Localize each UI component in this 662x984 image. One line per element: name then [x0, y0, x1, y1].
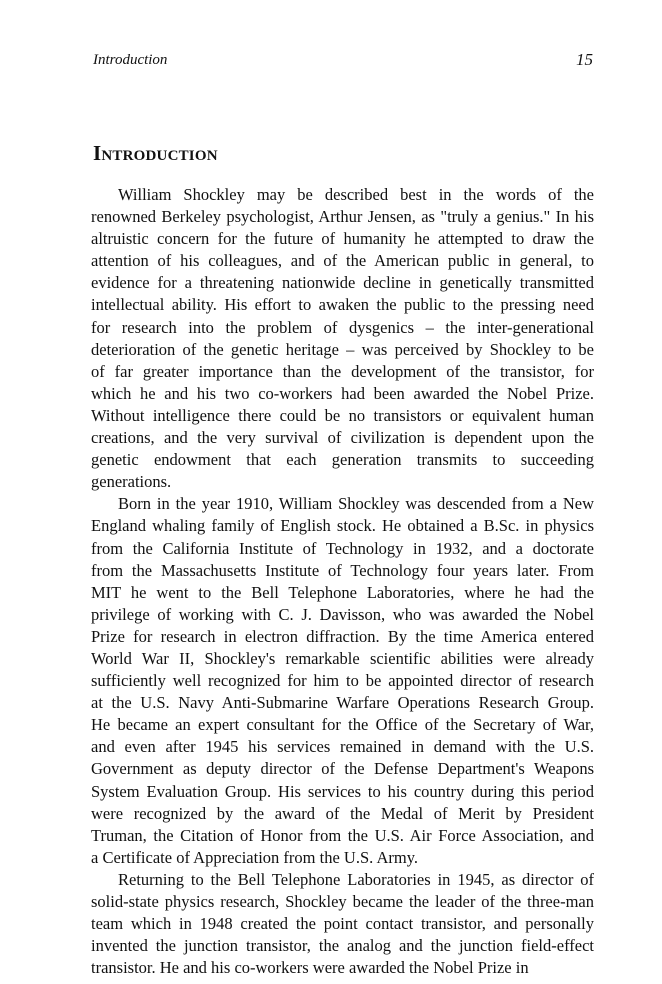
body-text: [91, 184, 594, 979]
text-line: MIT he went to the Bell Telephone Laboratories, where he had the: [91, 582, 594, 602]
text-line: England whaling family of English stock. He obtained a B.Sc. in physics: [91, 516, 594, 536]
section-title: Introduction: [93, 141, 218, 165]
text-line: Government as deputy director of the Defense Department's Weapons: [91, 759, 594, 779]
running-head-title: Introduction: [93, 52, 168, 68]
text-line: sufficiently well recognized for him to be appointed director of research: [91, 671, 594, 691]
text-line: altruistic concern for the future of humanity he attempted to draw the: [91, 229, 594, 249]
text-line: William Shockley may be described best in the words of the: [118, 185, 594, 204]
running-header: [93, 50, 593, 74]
text-line: which he and his two co-workers had been awarded the Nobel Prize.: [91, 383, 594, 403]
paragraph: [91, 869, 594, 979]
text-line: for research into the problem of dysgenics – the inter-generational: [91, 317, 594, 337]
paragraph: [91, 184, 594, 493]
text-line: from the California Institute of Technology in 1932, and a doctorate: [91, 538, 594, 558]
text-line: attention of his colleagues, and of the American public in general, to: [91, 251, 594, 271]
text-line: creations, and the very survival of civilization is dependent upon the: [91, 428, 594, 448]
text-line: World War II, Shockley's remarkable scientific abilities were already: [91, 648, 594, 668]
text-line: Without intelligence there could be no transistors or equivalent human: [91, 405, 594, 425]
text-line: Returning to the Bell Telephone Laboratories in 1945, as director of: [118, 869, 594, 889]
text-line: a Certificate of Appreciation from the U.S. Army.: [91, 847, 419, 867]
page-number: 15: [576, 50, 593, 69]
text-line: at the U.S. Navy Anti-Submarine Warfare Operations Research Group.: [91, 693, 594, 713]
text-line: deterioration of the genetic heritage – was perceived by Shockley to be: [91, 339, 594, 359]
text-line: renowned Berkeley psychologist, Arthur Jensen, as "truly a genius." In his: [91, 207, 594, 227]
text-line: team which in 1948 created the point contact transistor, and personally: [91, 914, 594, 934]
text-line: He became an expert consultant for the Office of the Secretary of War,: [91, 715, 594, 735]
text-line: evidence for a threatening nationwide decline in genetically transmitted: [91, 273, 594, 293]
text-line: from the Massachusetts Institute of Technology four years later. From: [91, 560, 594, 580]
text-line: solid-state physics research, Shockley became the leader of the three-man: [91, 892, 594, 911]
text-line: System Evaluation Group. His services to his country during this period: [91, 781, 594, 801]
text-line: were recognized by the award of the Medal of Merit by President: [91, 803, 594, 823]
text-line: and even after 1945 his services remained in demand with the U.S.: [91, 737, 594, 757]
text-line: genetic endowment that each generation transmits to succeeding: [91, 450, 594, 470]
text-line: Prize for research in electron diffraction. By the time America entered: [91, 626, 594, 646]
text-line: transistor. He and his co-workers were awarded the Nobel Prize in: [91, 958, 529, 978]
text-line: generations.: [91, 472, 172, 492]
paragraph: [91, 493, 594, 869]
text-line: of far greater importance than the development of the transistor, for: [91, 361, 594, 381]
text-line: privilege of working with C. J. Davisson, who was awarded the Nobel: [91, 604, 594, 624]
text-line: invented the junction transistor, the analog and the junction field-effect: [91, 936, 594, 956]
text-line: Born in the year 1910, William Shockley was descended from a New: [118, 494, 594, 514]
text-line: intellectual ability. His effort to awaken the public to the pressing need: [91, 295, 594, 315]
text-line: Truman, the Citation of Honor from the U.S. Air Force Association, and: [91, 825, 594, 845]
